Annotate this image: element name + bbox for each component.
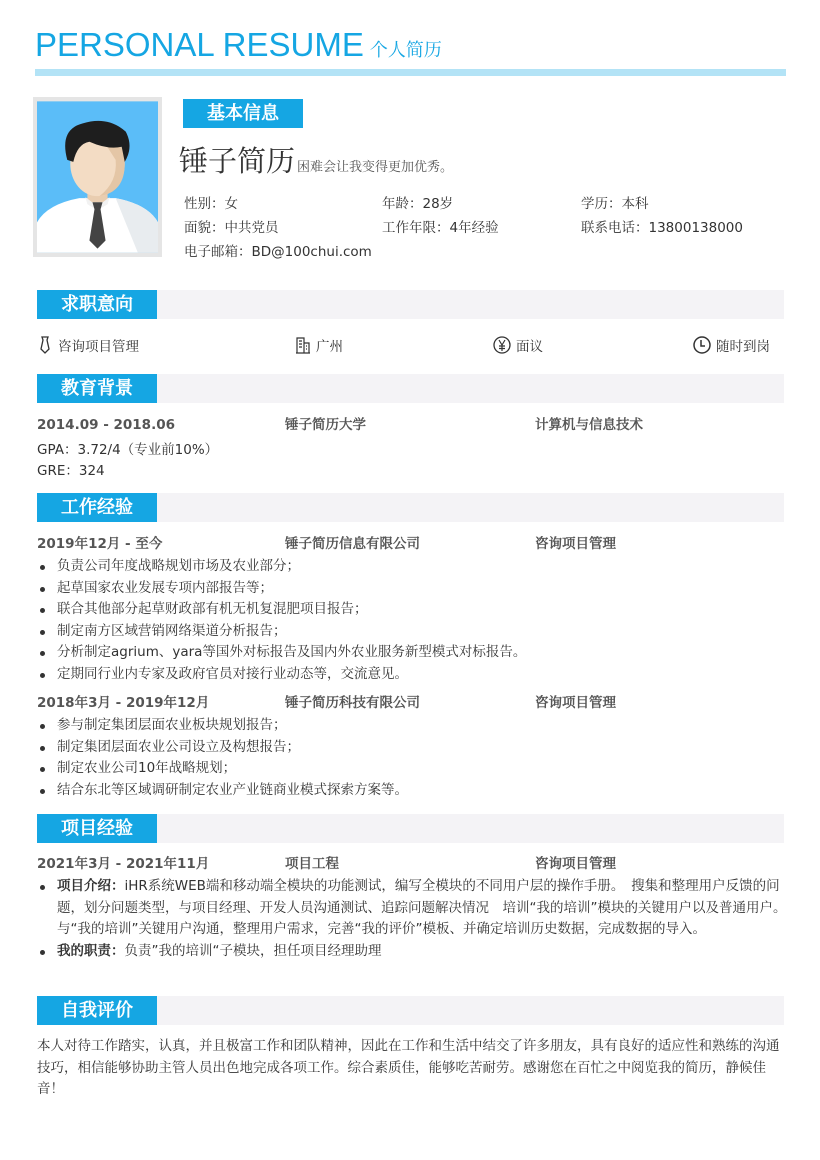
item-text: 负责”我的培训“子模块，担任项目经理助理: [124, 942, 382, 959]
section-header-education: [37, 374, 784, 403]
list-item: 制定南方区域营销网络渠道分析报告；: [37, 621, 785, 643]
section-label: 项目经验: [37, 814, 157, 843]
list-item: 参与制定集团层面农业板块规划报告；: [37, 715, 785, 737]
job-period: 2018年3月 - 2019年12月: [37, 695, 210, 711]
list-item: [37, 876, 794, 941]
avatar-icon: [37, 101, 158, 253]
list-item: 联合其他部分起草财政部有机无机复混肥项目报告；: [37, 599, 785, 621]
intent-salary: [493, 335, 543, 355]
item-text: iHR系统WEB端和移动端全模块的功能测试，编写全模块的不同用户层的操作手册。 搜集和整理用户反馈的问题，划分问题类型，与项目经理、开发人员沟通测试、追踪问题解决情况 培训“我的培训”模块的关键用户以及普通用户。 与“我的培训”关键用户沟通，整理用户需求，完善“我的评价”模板、并确定培训历史数据，完成数据的导入。: [57, 878, 794, 937]
item-title: 项目介绍：: [57, 878, 125, 894]
list-item: 制定集团层面农业公司设立及构想报告；: [37, 737, 785, 759]
list-item: 定期同行业内专家及政府官员对接行业动态等，交流意见。: [37, 664, 785, 686]
edu-period: 2014.09 - 2018.06: [37, 417, 175, 433]
edu-major: 计算机与信息技术: [535, 417, 643, 433]
info-age: 年龄：28岁: [382, 196, 454, 212]
title-cn: 个人简历: [369, 40, 442, 61]
list-item: 制定农业公司10年战略规划；: [37, 758, 785, 780]
intent-text: 咨询项目管理: [58, 339, 139, 355]
info-email: 电子邮箱：BD@100chui.com: [184, 244, 372, 260]
info-degree: 学历：本科: [581, 196, 649, 212]
job-duties: [37, 715, 785, 801]
intent-text: 面议: [516, 339, 543, 355]
job-period: 2019年12月 - 至今: [37, 536, 163, 552]
project-role: 咨询项目管理: [535, 856, 616, 872]
item-title: 我的职责：: [57, 942, 125, 959]
job-duties: [37, 556, 785, 685]
edu-school: 锤子简历大学: [285, 417, 366, 433]
list-item: 起草国家农业发展专项内部报告等；: [37, 578, 785, 600]
job-company: 锤子简历信息有限公司: [285, 536, 420, 552]
list-item: 负责公司年度战略规划市场及农业部分；: [37, 556, 785, 578]
section-label: 求职意向: [37, 290, 157, 319]
section-label-basic: 基本信息: [183, 99, 303, 128]
job-role: 咨询项目管理: [535, 536, 616, 552]
avatar-photo: [33, 97, 162, 257]
list-item: 分析制定agrium、yara等国外对标报告及国内外农业服务新型模式对标报告。: [37, 642, 785, 664]
intent-availability: [693, 335, 770, 355]
info-years: 工作年限：4年经验: [382, 220, 499, 236]
motto: 困难会让我变得更加优秀。: [297, 160, 454, 175]
section-label: 工作经验: [37, 493, 157, 522]
self-evaluation-text: 本人对待工作踏实，认真，并且极富工作和团队精神，因此在工作和生活中结交了许多朋友，具有良好的适应性和熟练的沟通技巧，相信能够协助主管人员出色地完成各项工作。综合素质佳，能够吃苦耐劳。感谢您在百忙之中阅览我的简历，静候佳音！: [37, 1038, 780, 1097]
intent-text: 广州: [316, 339, 343, 355]
title-en: PERSONAL RESUME: [35, 26, 364, 63]
section-header-intent: [37, 290, 784, 319]
candidate-name: [179, 139, 453, 180]
section-label: 教育背景: [37, 374, 157, 403]
building-icon: [295, 336, 311, 354]
info-phone: 联系电话：13800138000: [581, 220, 743, 236]
yen-icon: [493, 336, 511, 354]
project-period: 2021年3月 - 2021年11月: [37, 856, 210, 872]
section-header-project: [37, 814, 784, 843]
intent-text: 随时到岗: [716, 339, 770, 355]
clock-icon: [693, 336, 711, 354]
section-header-work: [37, 493, 784, 522]
job-company: 锤子简历科技有限公司: [285, 695, 420, 711]
edu-gpa: GPA：3.72/4（专业前10%）: [37, 442, 219, 458]
job-role: 咨询项目管理: [535, 695, 616, 711]
title-bar: [35, 69, 786, 76]
intent-position: [37, 335, 139, 355]
tie-icon: [37, 336, 53, 354]
project-name: 项目工程: [285, 856, 339, 872]
project-row: [37, 854, 784, 874]
section-header-self: [37, 996, 784, 1025]
resume-title: [35, 26, 442, 64]
info-politics: 面貌：中共党员: [184, 220, 279, 236]
intent-row: [37, 335, 784, 357]
education-row: [37, 415, 784, 435]
edu-gre: GRE：324: [37, 463, 105, 479]
project-details: [37, 876, 794, 962]
info-gender: 性别：女: [184, 196, 238, 212]
name-text: 锤子简历: [179, 144, 296, 178]
section-label: 自我评价: [37, 996, 157, 1025]
job-row: [37, 534, 784, 554]
intent-city: [295, 335, 343, 355]
list-item: [37, 941, 785, 963]
list-item: 结合东北等区域调研制定农业产业链商业模式探索方案等。: [37, 780, 785, 802]
job-row: [37, 693, 784, 713]
